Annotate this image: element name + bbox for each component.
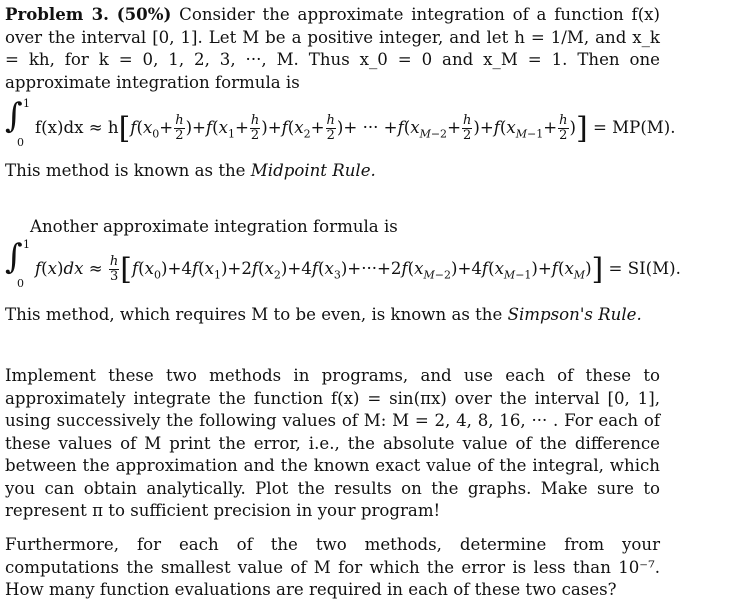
simpson-lead: Another approximate integration formula is	[30, 217, 398, 236]
problem-intro	[5, 3, 660, 94]
simpson-equation: ∫ 1 0 f(x)dx ≈ $\frac{h}{3}$ $[f(x_0)+4f(x_1)+2f(x_2)+4f(x_3)+\cdot\cdot\cdot+2f(x_{M-2})+4f(x_{M-1})+f(x_M)] = SI(M)$.	[5, 237, 681, 290]
midpoint-rule-name: Midpoint Rule.	[250, 161, 376, 180]
midpoint-equation: ∫ 1 0 $f(x)dx \approx h[f(x_0+$ $\frac{h}{2}$ )$+f(x_1+$ $\frac{h}{2}$ )$+f(x_2+$ $\frac{h}{2}$ )+ ··· $+f(x_{M-2}+$ $\frac{h}{2}$ )$+f(x_{M-1}+$ $\frac{h}{2}$ )] = MP(M).	[5, 96, 676, 149]
task-paragraph: Implement these two methods in programs, and use each of these to approximately integrate the function f(x) = sin(πx) over the interval [0, 1], using successively the following values of M: M = 2, 4, 8, 16, ··· . For each of these values of M print the error, i.e., the absolute value of the difference between the approximation and the known exact value of the integral, which you can obtain analytically. Plot the results on the graphs. Make sure to represent π to sufficient precision in your program!	[5, 366, 660, 520]
simpson-rhs: = SI(M).	[608, 259, 681, 278]
integral-sign: ∫	[5, 237, 23, 277]
integral-sign: ∫	[5, 96, 23, 136]
simpson-description: This method, which requires M to be even, is known as the Simpson's Rule.	[5, 305, 642, 324]
intro-rest: the interval [0, 1]. Let M be a positive integer, and let h = 1/M, and x_k = kh, for k = 0, 1, 2, 3, ···, M. Thus x_0 = 0 and x_M = 1. Then one approximate integration formula is	[5, 27, 660, 92]
intro-line-1: Consider the approximate integration of a function f(x) over	[5, 5, 660, 47]
simpson-rule-name: Simpson's Rule.	[507, 305, 642, 324]
problem-weight: (50%)	[116, 4, 172, 24]
followup-paragraph: Furthermore, for each of the two methods, determine from your computations the smallest value of M for which the error is less than 10⁻⁷. How many function evaluations are required in each of these two cases?	[5, 535, 660, 599]
midpoint-rhs: = MP(M).	[592, 118, 676, 137]
midpoint-lhs: f(x)dx ≈ h	[35, 118, 119, 137]
midpoint-description: This method is known as the Midpoint Rule.	[5, 161, 376, 180]
problem-title: Problem 3.	[5, 4, 109, 24]
